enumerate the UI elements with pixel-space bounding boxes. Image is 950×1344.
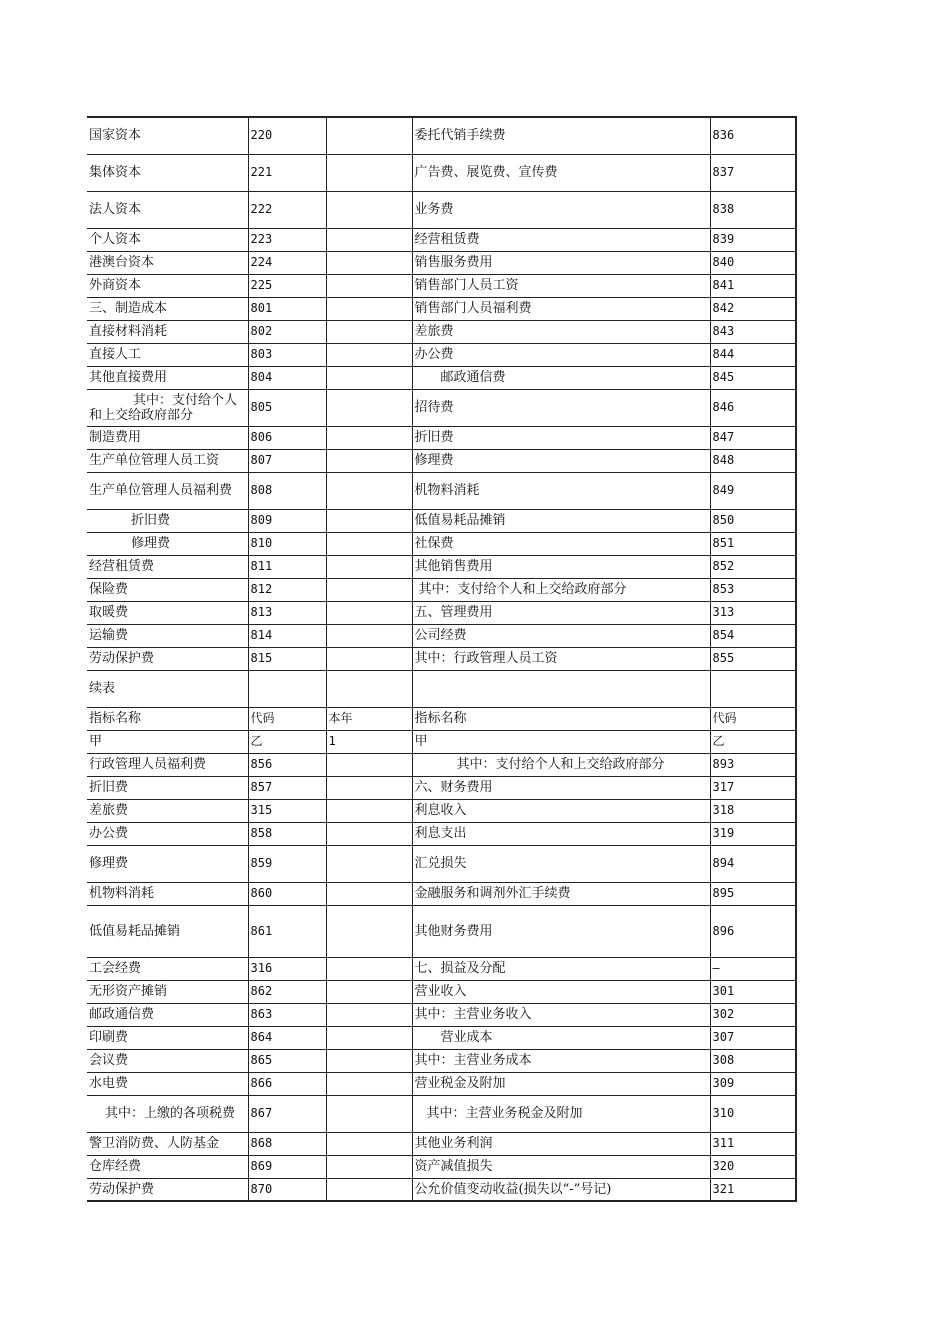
cell-indicator-code: 225 bbox=[248, 274, 326, 297]
table-row bbox=[87, 845, 796, 882]
table-row bbox=[87, 1155, 796, 1178]
cell-indicator-code-right: 837 bbox=[710, 154, 796, 191]
cell-indicator-code-right: 313 bbox=[710, 601, 796, 624]
cell-indicator-code-right: 851 bbox=[710, 532, 796, 555]
cell-indicator-name: 法人资本 bbox=[87, 191, 248, 228]
table-row bbox=[87, 274, 796, 297]
cell-indicator-code: 858 bbox=[248, 822, 326, 845]
cell-indicator-code: 857 bbox=[248, 776, 326, 799]
cell-current-year-value bbox=[326, 1072, 412, 1095]
cell-current-year-value bbox=[326, 191, 412, 228]
cell-indicator-code: 806 bbox=[248, 426, 326, 449]
statistics-table bbox=[87, 116, 797, 1202]
cell-indicator-name-right: 招待费 bbox=[412, 389, 710, 426]
cell-indicator-code: 809 bbox=[248, 509, 326, 532]
cell-current-year-value bbox=[326, 228, 412, 251]
cell-indicator-name: 行政管理人员福利费 bbox=[87, 753, 248, 776]
cell-current-year-value bbox=[326, 297, 412, 320]
cell-indicator-name: 警卫消防费、人防基金 bbox=[87, 1132, 248, 1155]
cell-indicator-name-right: 汇兑损失 bbox=[412, 845, 710, 882]
cell-indicator-name-right: 修理费 bbox=[412, 449, 710, 472]
cell-indicator-code: 804 bbox=[248, 366, 326, 389]
cell-indicator-code-right: 839 bbox=[710, 228, 796, 251]
cell-indicator-code: 813 bbox=[248, 601, 326, 624]
cell-indicator-name: 港澳台资本 bbox=[87, 251, 248, 274]
cell-current-year-value bbox=[326, 905, 412, 957]
cell-indicator-code: 代码 bbox=[248, 707, 326, 730]
table-row bbox=[87, 1072, 796, 1095]
cell-current-year-value bbox=[326, 1132, 412, 1155]
cell-current-year-value bbox=[326, 845, 412, 882]
table-row bbox=[87, 647, 796, 670]
table-row bbox=[87, 426, 796, 449]
cell-indicator-code-right: 302 bbox=[710, 1003, 796, 1026]
table-row bbox=[87, 191, 796, 228]
table-row bbox=[87, 776, 796, 799]
cell-indicator-name-right: 营业收入 bbox=[412, 980, 710, 1003]
cell-indicator-name: 直接人工 bbox=[87, 343, 248, 366]
table-row bbox=[87, 532, 796, 555]
cell-indicator-name-right: 业务费 bbox=[412, 191, 710, 228]
cell-indicator-name-right: 利息收入 bbox=[412, 799, 710, 822]
cell-indicator-name: 指标名称 bbox=[87, 707, 248, 730]
cell-indicator-name-right: 甲 bbox=[412, 730, 710, 753]
cell-current-year-value bbox=[326, 799, 412, 822]
cell-indicator-name: 生产单位管理人员工资 bbox=[87, 449, 248, 472]
cell-indicator-name-right: 资产减值损失 bbox=[412, 1155, 710, 1178]
cell-indicator-name-right: 五、管理费用 bbox=[412, 601, 710, 624]
cell-current-year-value bbox=[326, 753, 412, 776]
cell-current-year-value bbox=[326, 320, 412, 343]
cell-indicator-name: 制造费用 bbox=[87, 426, 248, 449]
cell-current-year-value bbox=[326, 1155, 412, 1178]
cell-indicator-name-right: 金融服务和调剂外汇手续费 bbox=[412, 882, 710, 905]
cell-current-year-value bbox=[326, 532, 412, 555]
cell-indicator-name-right: 销售部门人员工资 bbox=[412, 274, 710, 297]
table-row bbox=[87, 228, 796, 251]
cell-indicator-code-right: 310 bbox=[710, 1095, 796, 1132]
cell-indicator-code-right: 309 bbox=[710, 1072, 796, 1095]
cell-indicator-code: 859 bbox=[248, 845, 326, 882]
cell-indicator-code: 861 bbox=[248, 905, 326, 957]
cell-indicator-code: 805 bbox=[248, 389, 326, 426]
cell-indicator-name-right: 其中：支付给个人和上交给政府部分 bbox=[412, 578, 710, 601]
table-row bbox=[87, 882, 796, 905]
cell-indicator-name-right: 销售服务费用 bbox=[412, 251, 710, 274]
cell-indicator-code-right: 836 bbox=[710, 117, 796, 154]
cell-current-year-value bbox=[326, 509, 412, 532]
cell-indicator-code-right: 848 bbox=[710, 449, 796, 472]
cell-indicator-name: 办公费 bbox=[87, 822, 248, 845]
cell-indicator-name-right: 其中：主营业务税金及附加 bbox=[412, 1095, 710, 1132]
cell-indicator-code: 315 bbox=[248, 799, 326, 822]
cell-indicator-code: 802 bbox=[248, 320, 326, 343]
cell-indicator-code: 866 bbox=[248, 1072, 326, 1095]
cell-indicator-code: 811 bbox=[248, 555, 326, 578]
cell-indicator-name-right: 折旧费 bbox=[412, 426, 710, 449]
cell-current-year-value bbox=[326, 343, 412, 366]
cell-indicator-code: 856 bbox=[248, 753, 326, 776]
cell-indicator-code: 864 bbox=[248, 1026, 326, 1049]
cell-indicator-code-right: 321 bbox=[710, 1178, 796, 1201]
cell-indicator-name: 折旧费 bbox=[87, 509, 248, 532]
cell-indicator-code-right: 854 bbox=[710, 624, 796, 647]
cell-indicator-name-right: 利息支出 bbox=[412, 822, 710, 845]
cell-indicator-code-right: 320 bbox=[710, 1155, 796, 1178]
cell-indicator-name: 修理费 bbox=[87, 845, 248, 882]
cell-indicator-name-right: 公允价值变动收益(损失以“-”号记) bbox=[412, 1178, 710, 1201]
table-row bbox=[87, 251, 796, 274]
cell-indicator-name-right: 低值易耗品摊销 bbox=[412, 509, 710, 532]
table-row bbox=[87, 449, 796, 472]
cell-indicator-name: 差旅费 bbox=[87, 799, 248, 822]
cell-indicator-code-right: 895 bbox=[710, 882, 796, 905]
table-row bbox=[87, 320, 796, 343]
table-row bbox=[87, 472, 796, 509]
cell-indicator-name-right: 经营租赁费 bbox=[412, 228, 710, 251]
cell-indicator-name: 仓库经费 bbox=[87, 1155, 248, 1178]
cell-indicator-name: 折旧费 bbox=[87, 776, 248, 799]
cell-indicator-code: 乙 bbox=[248, 730, 326, 753]
cell-indicator-code: 221 bbox=[248, 154, 326, 191]
cell-indicator-code-right: 847 bbox=[710, 426, 796, 449]
cell-current-year-value bbox=[326, 1049, 412, 1072]
cell-indicator-name: 印刷费 bbox=[87, 1026, 248, 1049]
table-row bbox=[87, 366, 796, 389]
table-row bbox=[87, 1178, 796, 1201]
cell-indicator-name-right: 其他财务费用 bbox=[412, 905, 710, 957]
cell-indicator-code-right: 855 bbox=[710, 647, 796, 670]
cell-current-year-value bbox=[326, 366, 412, 389]
cell-current-year-value bbox=[326, 449, 412, 472]
cell-indicator-code: 316 bbox=[248, 957, 326, 980]
cell-indicator-code: 812 bbox=[248, 578, 326, 601]
cell-indicator-name: 生产单位管理人员福利费 bbox=[87, 472, 248, 509]
cell-indicator-name: 机物料消耗 bbox=[87, 882, 248, 905]
cell-indicator-code: 803 bbox=[248, 343, 326, 366]
cell-indicator-code: 865 bbox=[248, 1049, 326, 1072]
cell-indicator-code-right: 850 bbox=[710, 509, 796, 532]
cell-current-year-value bbox=[326, 776, 412, 799]
table-row bbox=[87, 1095, 796, 1132]
cell-indicator-code-right: 317 bbox=[710, 776, 796, 799]
cell-indicator-name-right: 六、财务费用 bbox=[412, 776, 710, 799]
cell-indicator-code-right: 852 bbox=[710, 555, 796, 578]
cell-indicator-code: 801 bbox=[248, 297, 326, 320]
cell-current-year-value bbox=[326, 601, 412, 624]
cell-indicator-name: 其中：支付给个人和上交给政府部分 bbox=[87, 389, 248, 426]
cell-indicator-name-right: 机物料消耗 bbox=[412, 472, 710, 509]
cell-indicator-code: 869 bbox=[248, 1155, 326, 1178]
table-row bbox=[87, 1003, 796, 1026]
cell-indicator-name-right: 办公费 bbox=[412, 343, 710, 366]
cell-indicator-code-right: 841 bbox=[710, 274, 796, 297]
cell-indicator-name-right: 社保费 bbox=[412, 532, 710, 555]
cell-current-year-value bbox=[326, 1003, 412, 1026]
cell-indicator-name: 会议费 bbox=[87, 1049, 248, 1072]
cell-indicator-name: 运输费 bbox=[87, 624, 248, 647]
cell-indicator-code-right: 853 bbox=[710, 578, 796, 601]
cell-indicator-code-right: 307 bbox=[710, 1026, 796, 1049]
cell-indicator-name-right: 邮政通信费 bbox=[412, 366, 710, 389]
cell-indicator-code: 224 bbox=[248, 251, 326, 274]
table-row bbox=[87, 154, 796, 191]
cell-indicator-name-right: 其他业务利润 bbox=[412, 1132, 710, 1155]
cell-indicator-name: 其他直接费用 bbox=[87, 366, 248, 389]
cell-current-year-value bbox=[326, 882, 412, 905]
table-row bbox=[87, 707, 796, 730]
cell-indicator-code: 867 bbox=[248, 1095, 326, 1132]
cell-indicator-code-right: 代码 bbox=[710, 707, 796, 730]
cell-current-year-value bbox=[326, 154, 412, 191]
cell-indicator-name: 劳动保护费 bbox=[87, 647, 248, 670]
cell-indicator-code: 862 bbox=[248, 980, 326, 1003]
cell-indicator-name-right: 差旅费 bbox=[412, 320, 710, 343]
cell-indicator-name-right: 销售部门人员福利费 bbox=[412, 297, 710, 320]
cell-current-year-value bbox=[326, 957, 412, 980]
cell-indicator-name-right: 指标名称 bbox=[412, 707, 710, 730]
cell-indicator-name: 邮政通信费 bbox=[87, 1003, 248, 1026]
cell-current-year-value bbox=[326, 670, 412, 707]
cell-indicator-code-right: 894 bbox=[710, 845, 796, 882]
cell-indicator-name: 修理费 bbox=[87, 532, 248, 555]
cell-indicator-name: 个人资本 bbox=[87, 228, 248, 251]
cell-indicator-code-right: 838 bbox=[710, 191, 796, 228]
cell-indicator-code: 870 bbox=[248, 1178, 326, 1201]
cell-indicator-code-right: 845 bbox=[710, 366, 796, 389]
cell-indicator-code-right: 301 bbox=[710, 980, 796, 1003]
cell-indicator-name: 取暖费 bbox=[87, 601, 248, 624]
cell-indicator-code: 863 bbox=[248, 1003, 326, 1026]
cell-current-year-value: 本年 bbox=[326, 707, 412, 730]
cell-current-year-value bbox=[326, 1178, 412, 1201]
cell-indicator-name: 劳动保护费 bbox=[87, 1178, 248, 1201]
cell-indicator-name: 水电费 bbox=[87, 1072, 248, 1095]
cell-indicator-code-right: 843 bbox=[710, 320, 796, 343]
cell-current-year-value bbox=[326, 1026, 412, 1049]
cell-indicator-code: 868 bbox=[248, 1132, 326, 1155]
cell-indicator-code-right: 844 bbox=[710, 343, 796, 366]
cell-indicator-code-right: 840 bbox=[710, 251, 796, 274]
table-row bbox=[87, 957, 796, 980]
cell-current-year-value bbox=[326, 1095, 412, 1132]
cell-indicator-name: 低值易耗品摊销 bbox=[87, 905, 248, 957]
table-row bbox=[87, 980, 796, 1003]
cell-indicator-code-right: 318 bbox=[710, 799, 796, 822]
cell-indicator-code: 815 bbox=[248, 647, 326, 670]
cell-indicator-code-right: 846 bbox=[710, 389, 796, 426]
cell-indicator-code-right bbox=[710, 670, 796, 707]
table-row bbox=[87, 730, 796, 753]
cell-indicator-code: 808 bbox=[248, 472, 326, 509]
cell-indicator-code-right: 308 bbox=[710, 1049, 796, 1072]
cell-indicator-name-right: 其中：主营业务成本 bbox=[412, 1049, 710, 1072]
cell-indicator-name-right: 其中：支付给个人和上交给政府部分 bbox=[412, 753, 710, 776]
cell-indicator-name: 外商资本 bbox=[87, 274, 248, 297]
table-row bbox=[87, 1049, 796, 1072]
table-row bbox=[87, 297, 796, 320]
cell-indicator-name: 经营租赁费 bbox=[87, 555, 248, 578]
table-row bbox=[87, 670, 796, 707]
table-row bbox=[87, 1026, 796, 1049]
cell-current-year-value: 1 bbox=[326, 730, 412, 753]
cell-current-year-value bbox=[326, 555, 412, 578]
cell-indicator-name-right: 其中：行政管理人员工资 bbox=[412, 647, 710, 670]
cell-indicator-code: 222 bbox=[248, 191, 326, 228]
cell-indicator-code-right: 893 bbox=[710, 753, 796, 776]
cell-indicator-code-right: 849 bbox=[710, 472, 796, 509]
table-row bbox=[87, 822, 796, 845]
cell-current-year-value bbox=[326, 251, 412, 274]
cell-indicator-code-right: 乙 bbox=[710, 730, 796, 753]
cell-indicator-code-right: 896 bbox=[710, 905, 796, 957]
cell-current-year-value bbox=[326, 822, 412, 845]
cell-current-year-value bbox=[326, 274, 412, 297]
table-row bbox=[87, 509, 796, 532]
table-row bbox=[87, 578, 796, 601]
cell-indicator-code: 860 bbox=[248, 882, 326, 905]
cell-current-year-value bbox=[326, 647, 412, 670]
table-row bbox=[87, 343, 796, 366]
cell-indicator-code: 223 bbox=[248, 228, 326, 251]
cell-indicator-code-right: 842 bbox=[710, 297, 796, 320]
cell-indicator-name: 集体资本 bbox=[87, 154, 248, 191]
table-row bbox=[87, 601, 796, 624]
statistics-table-body bbox=[87, 117, 796, 1201]
cell-indicator-name-right: 营业成本 bbox=[412, 1026, 710, 1049]
cell-indicator-name-right: 营业税金及附加 bbox=[412, 1072, 710, 1095]
cell-indicator-name: 保险费 bbox=[87, 578, 248, 601]
cell-indicator-code bbox=[248, 670, 326, 707]
cell-indicator-name: 其中：上缴的各项税费 bbox=[87, 1095, 248, 1132]
cell-indicator-code: 807 bbox=[248, 449, 326, 472]
cell-indicator-name: 甲 bbox=[87, 730, 248, 753]
cell-indicator-code-right: 319 bbox=[710, 822, 796, 845]
table-row bbox=[87, 753, 796, 776]
cell-indicator-name: 续表 bbox=[87, 670, 248, 707]
cell-indicator-code: 220 bbox=[248, 117, 326, 154]
cell-indicator-code-right: — bbox=[710, 957, 796, 980]
cell-indicator-name: 三、制造成本 bbox=[87, 297, 248, 320]
cell-indicator-name-right: 广告费、展览费、宣传费 bbox=[412, 154, 710, 191]
cell-indicator-name-right: 其他销售费用 bbox=[412, 555, 710, 578]
cell-current-year-value bbox=[326, 426, 412, 449]
cell-indicator-name-right bbox=[412, 670, 710, 707]
cell-current-year-value bbox=[326, 472, 412, 509]
table-row bbox=[87, 624, 796, 647]
cell-current-year-value bbox=[326, 624, 412, 647]
table-row bbox=[87, 117, 796, 154]
cell-indicator-name-right: 委托代销手续费 bbox=[412, 117, 710, 154]
cell-indicator-code: 810 bbox=[248, 532, 326, 555]
cell-indicator-name: 国家资本 bbox=[87, 117, 248, 154]
cell-indicator-name: 直接材料消耗 bbox=[87, 320, 248, 343]
cell-current-year-value bbox=[326, 980, 412, 1003]
cell-current-year-value bbox=[326, 389, 412, 426]
table-row bbox=[87, 555, 796, 578]
cell-indicator-name-right: 七、损益及分配 bbox=[412, 957, 710, 980]
cell-indicator-code: 814 bbox=[248, 624, 326, 647]
cell-current-year-value bbox=[326, 578, 412, 601]
table-row bbox=[87, 905, 796, 957]
cell-indicator-name: 无形资产摊销 bbox=[87, 980, 248, 1003]
table-row bbox=[87, 799, 796, 822]
cell-indicator-name: 工会经费 bbox=[87, 957, 248, 980]
cell-indicator-name-right: 公司经费 bbox=[412, 624, 710, 647]
table-row bbox=[87, 1132, 796, 1155]
table-row bbox=[87, 389, 796, 426]
cell-indicator-name-right: 其中：主营业务收入 bbox=[412, 1003, 710, 1026]
cell-current-year-value bbox=[326, 117, 412, 154]
cell-indicator-code-right: 311 bbox=[710, 1132, 796, 1155]
